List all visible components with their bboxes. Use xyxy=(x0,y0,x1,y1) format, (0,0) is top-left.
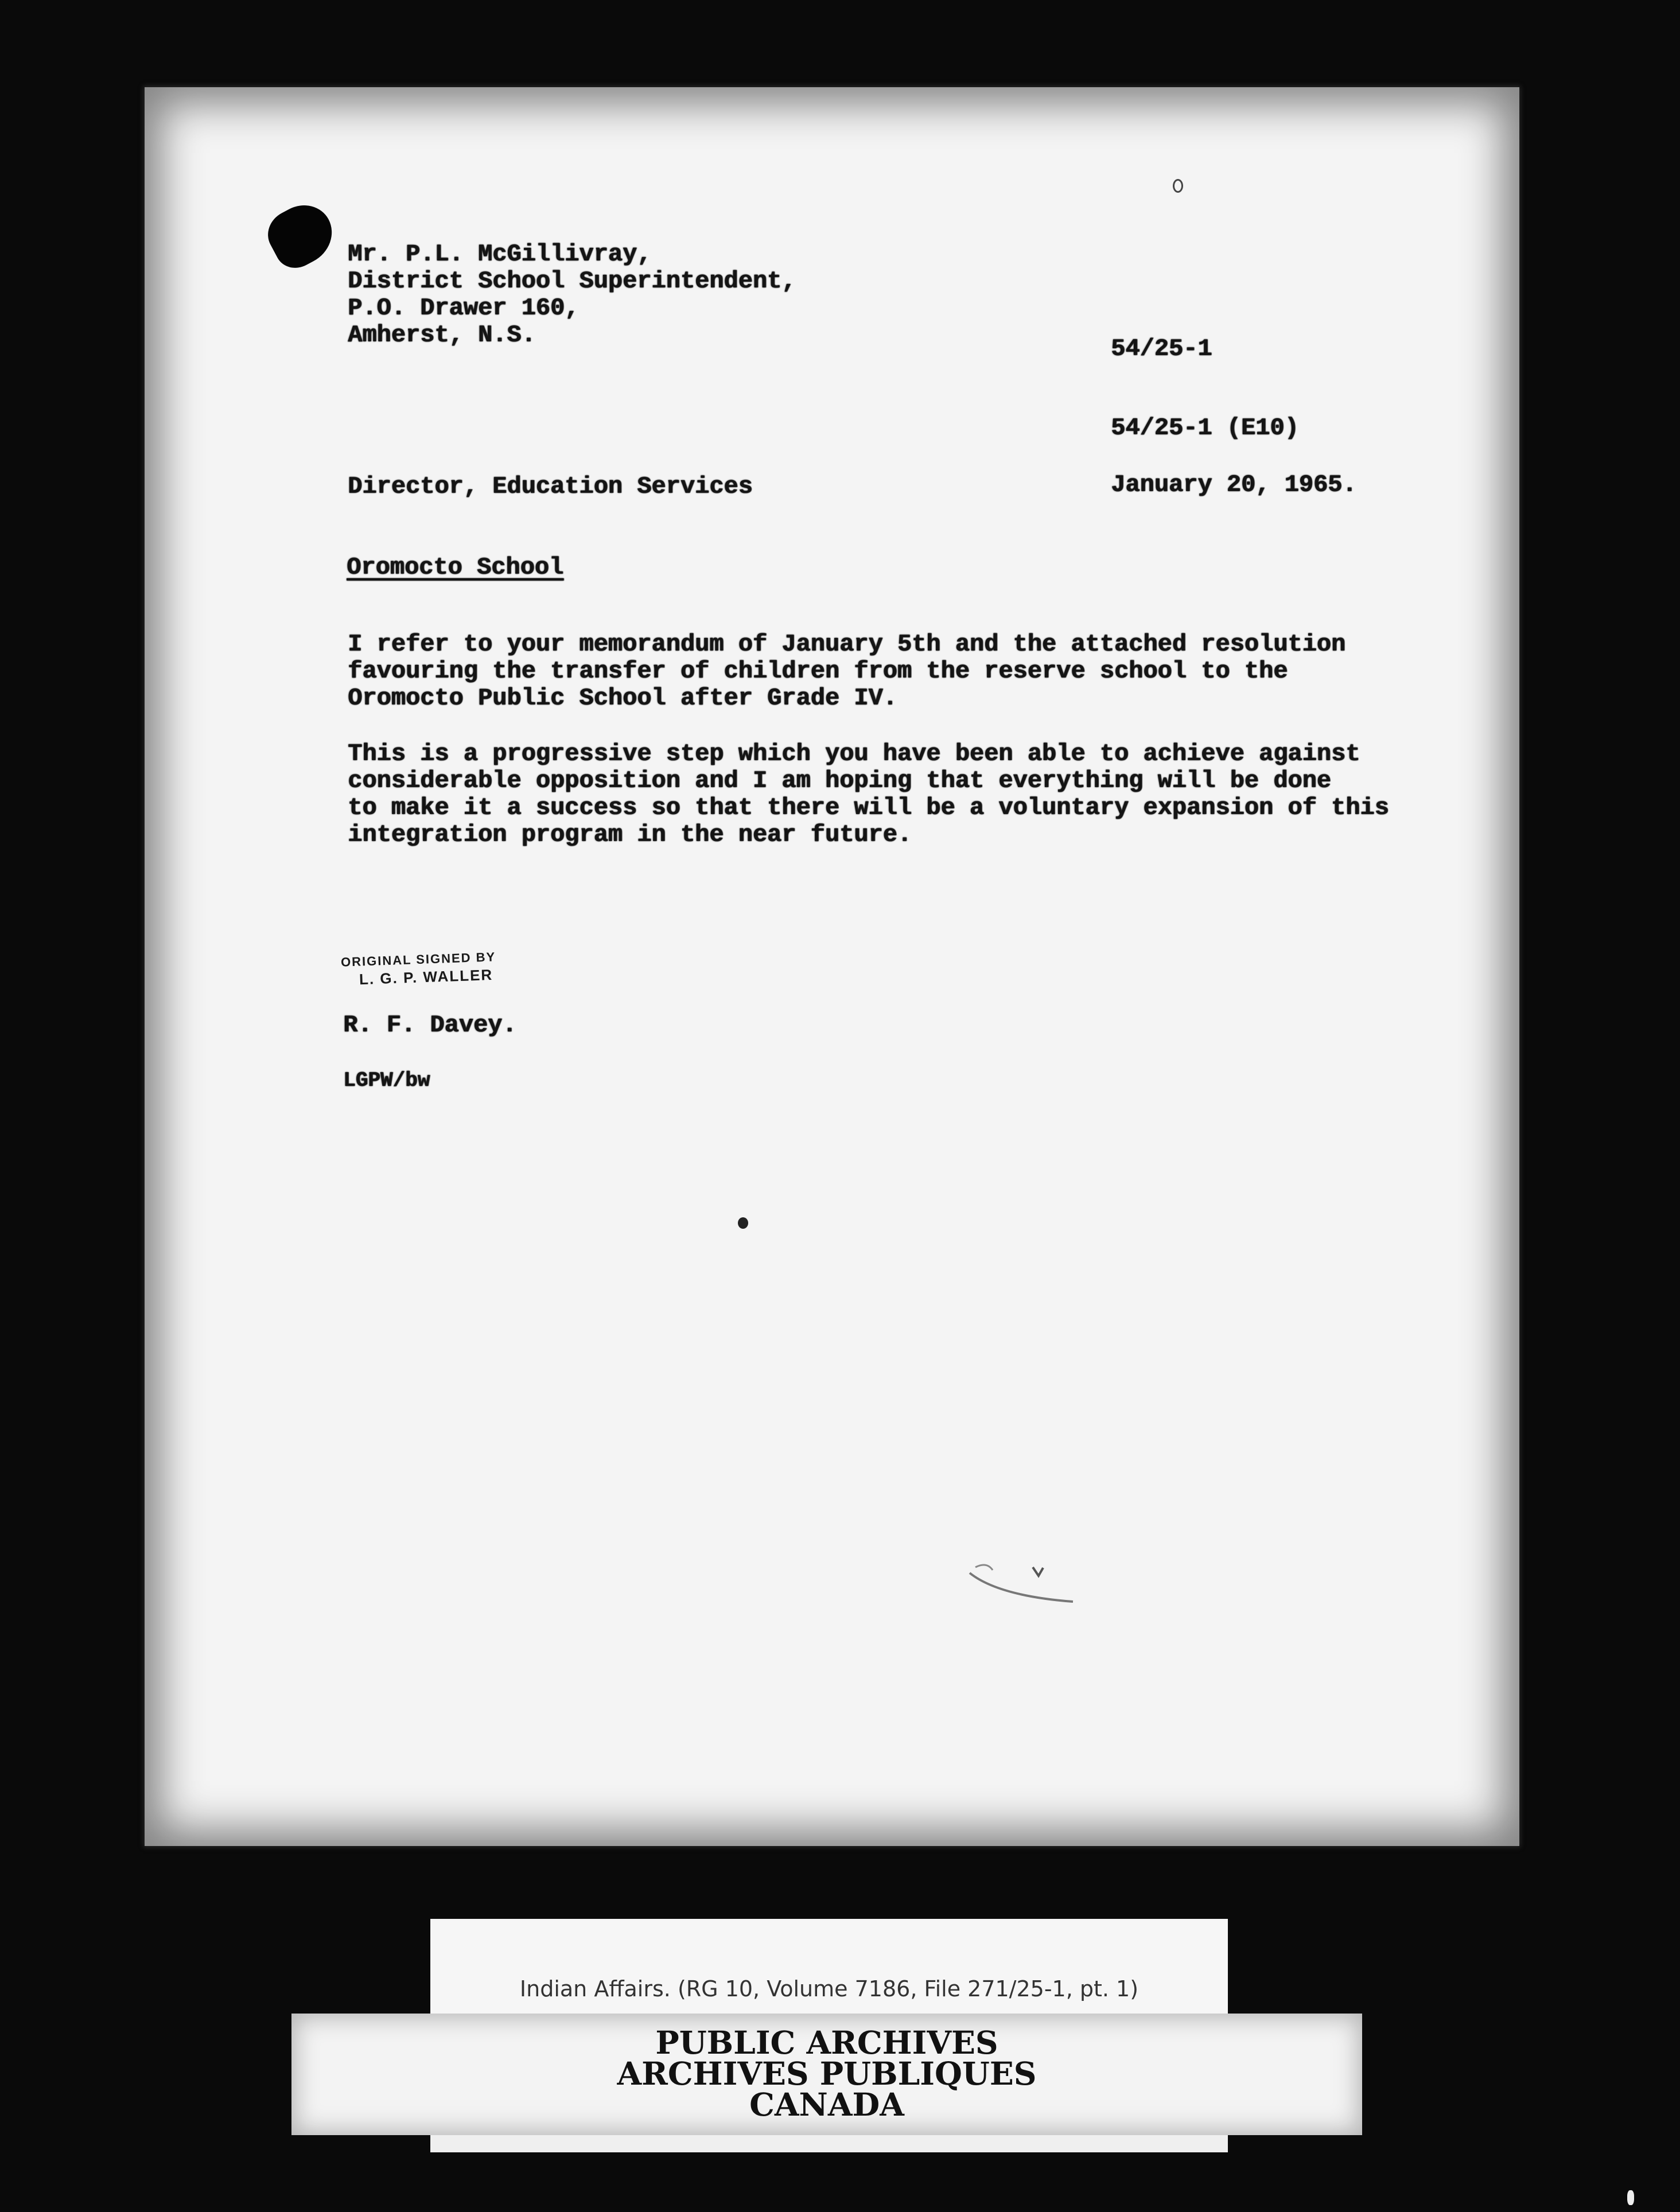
paragraph-2-line: considerable opposition and I am hoping that everything will be done xyxy=(348,767,1331,795)
archive-reference: Indian Affairs. (RG 10, Volume 7186, File 271/25-1, pt. 1) xyxy=(519,1976,1139,2001)
typist-initials: LGPW/bw xyxy=(343,1069,430,1092)
recipient-name: Mr. P.L. McGillivray, xyxy=(348,240,652,268)
paragraph-2-line: integration program in the near future. xyxy=(348,821,912,848)
paragraph-2-line: to make it a success so that there will be a voluntary expansion of this xyxy=(348,794,1389,821)
recipient-title: District School Superintendent, xyxy=(348,267,796,295)
letter-date: January 20, 1965. xyxy=(1111,471,1357,499)
archive-label-bottom xyxy=(430,2135,1228,2152)
archive-line-1: PUBLIC ARCHIVES xyxy=(655,2024,998,2061)
subject-line: Oromocto School xyxy=(347,554,564,581)
paragraph-1-line: I refer to your memorandum of January 5th and the attached resolution xyxy=(348,630,1346,658)
file-reference-1: 54/25-1 xyxy=(1111,335,1212,363)
archive-line-2: ARCHIVES PUBLIQUES xyxy=(617,2055,1037,2092)
signatory-name: R. F. Davey. xyxy=(343,1011,517,1039)
recipient-city: Amherst, N.S. xyxy=(348,321,536,349)
signed-stamp-line-2: L. G. P. WALLER xyxy=(359,965,493,988)
film-speck xyxy=(1627,2190,1634,2205)
paragraph-1-line: favouring the transfer of children from the reserve school to the xyxy=(348,657,1288,685)
pen-mark xyxy=(1173,179,1183,193)
file-reference-2: 54/25-1 (E10) xyxy=(1111,414,1299,442)
signed-stamp-line-1: ORIGINAL SIGNED BY xyxy=(340,949,496,969)
sender-line: Director, Education Services xyxy=(348,473,753,500)
ink-speck xyxy=(738,1217,748,1229)
paragraph-1-line: Oromocto Public School after Grade IV. xyxy=(348,684,897,712)
recipient-address: P.O. Drawer 160, xyxy=(348,294,580,322)
smudge-mark xyxy=(964,1556,1084,1607)
archive-line-3: CANADA xyxy=(749,2086,904,2123)
paragraph-2-line: This is a progressive step which you have been able to achieve against xyxy=(348,740,1360,768)
